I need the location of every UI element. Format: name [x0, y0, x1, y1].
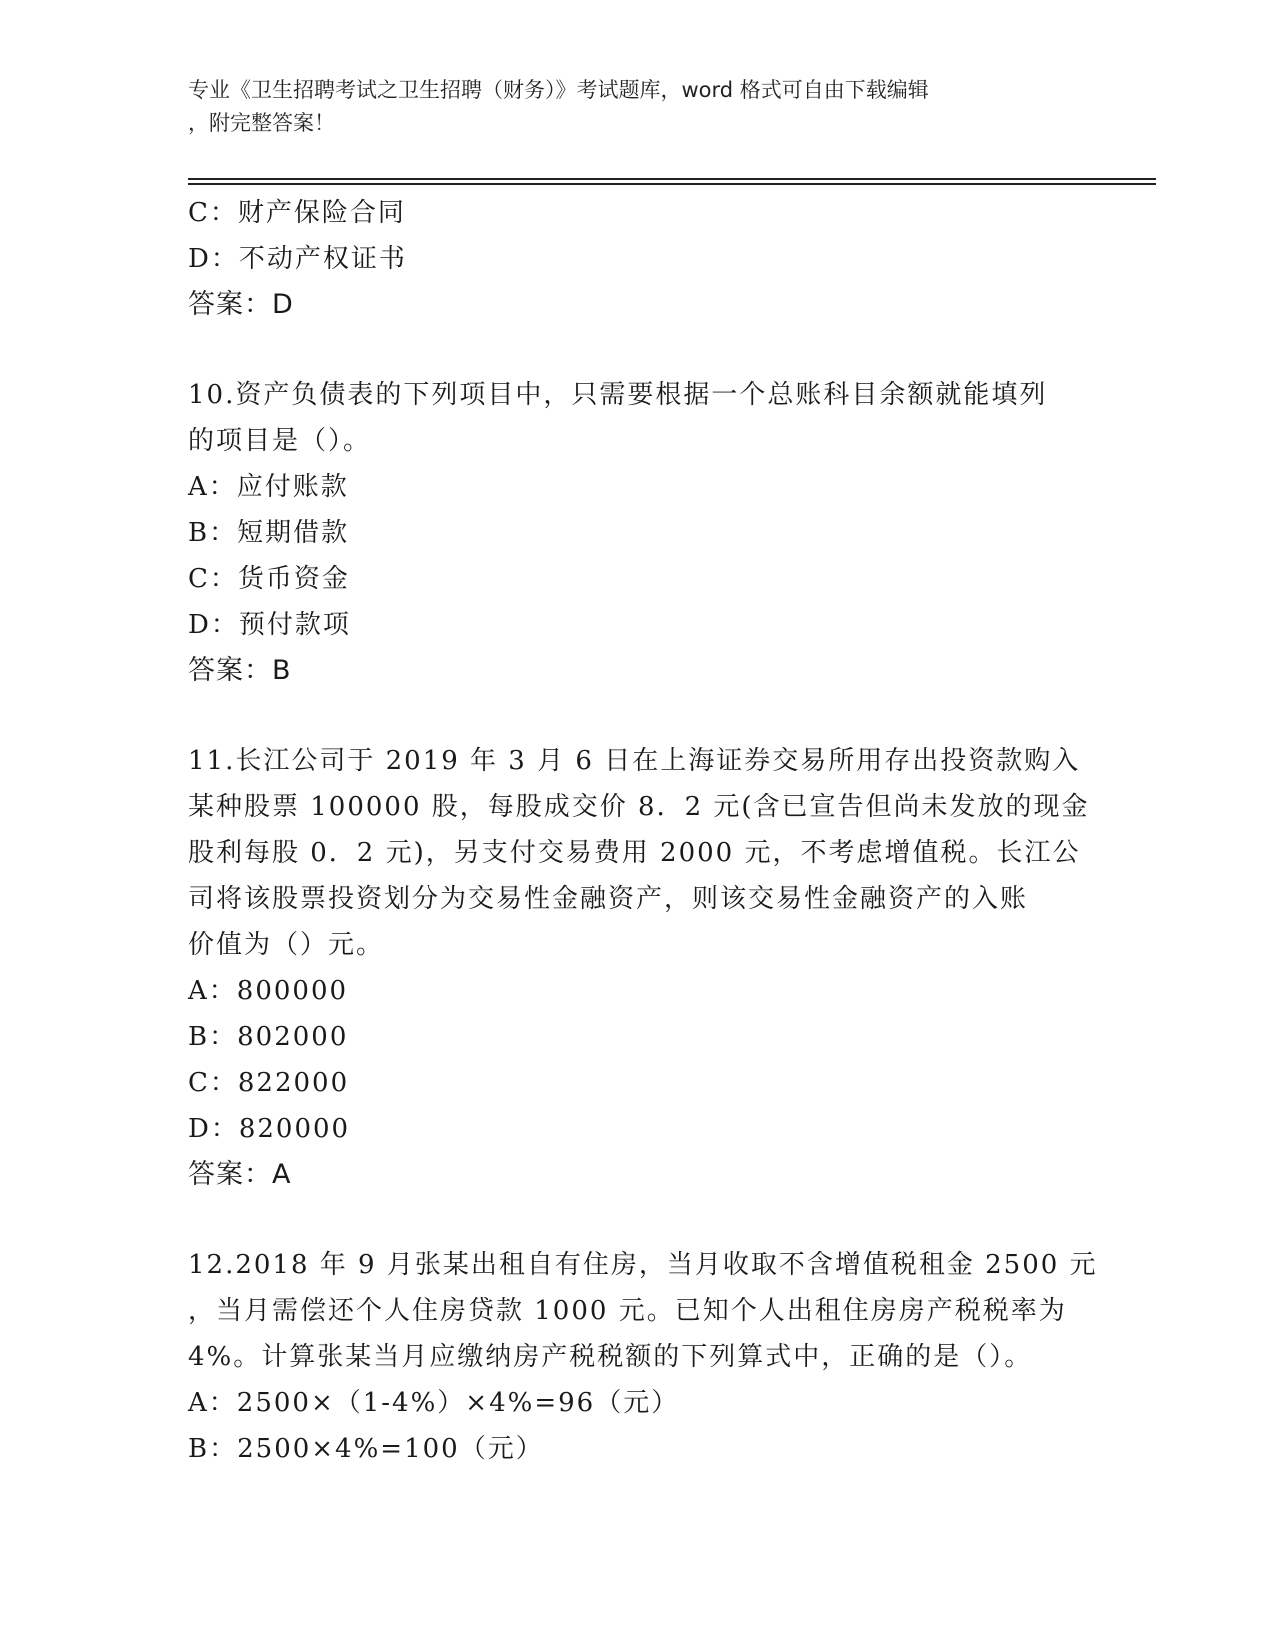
question-stem-line: ，当月需偿还个人住房贷款 1000 元。已知个人出租住房房产税税率为	[188, 1296, 1067, 1326]
answer-line: 答案：D	[188, 289, 294, 320]
answer-line: 答案：A	[188, 1159, 292, 1190]
option-b: B：802000	[188, 1022, 349, 1052]
answer-line: 答案：B	[188, 655, 292, 686]
question-stem-line: 12.2018 年 9 月张某出租自有住房，当月收取不含增值税租金 2500 元	[188, 1250, 1098, 1280]
option-b: B：短期借款	[188, 518, 350, 548]
question-9-remainder	[188, 190, 1088, 328]
question-stem-line: 11.长江公司于 2019 年 3 月 6 日在上海证券交易所用存出投资款购入	[188, 746, 1081, 776]
question-stem-line: 价值为（）元。	[188, 930, 385, 960]
question-stem-line: 的项目是（）。	[188, 426, 372, 456]
header-line-2: ，附完整答案！	[188, 111, 335, 135]
question-stem-line: 某种股票 100000 股，每股成交价 8．2 元(含已宣告但尚未发放的现金	[188, 792, 1090, 822]
option-a: A：应付账款	[188, 472, 349, 502]
option-c: C：822000	[188, 1068, 350, 1098]
option-d: D：预付款项	[188, 610, 351, 640]
option-d: D：820000	[188, 1114, 351, 1144]
question-stem-line: 4%。计算张某当月应缴纳房产税税额的下列算式中，正确的是（）。	[188, 1342, 1033, 1372]
option-c: C：货币资金	[188, 564, 350, 594]
option-b: B：2500×4%=100（元）	[188, 1434, 544, 1464]
question-stem-line: 10.资产负债表的下列项目中，只需要根据一个总账科目余额就能填列	[188, 380, 1048, 410]
question-stem-line: 股利每股 0．2 元)，另支付交易费用 2000 元，不考虑增值税。长江公	[188, 838, 1081, 868]
option-a: A：2500×（1-4%）×4%=96（元）	[188, 1388, 680, 1418]
option-a: A：800000	[188, 976, 349, 1006]
document-header	[188, 74, 1068, 140]
header-line-1: 专业《卫生招聘考试之卫生招聘（财务）》考试题库，word 格式可自由下载编辑	[188, 78, 929, 102]
header-divider-top	[188, 178, 1156, 180]
question-11	[188, 738, 1088, 1198]
option-c: C：财产保险合同	[188, 198, 406, 228]
question-content	[188, 190, 1098, 1472]
option-d: D：不动产权证书	[188, 244, 407, 274]
header-divider-bottom	[188, 183, 1156, 185]
question-stem-line: 司将该股票投资划分为交易性金融资产，则该交易性金融资产的入账	[188, 884, 1029, 914]
question-12	[188, 1242, 1098, 1472]
question-10	[188, 372, 1088, 694]
